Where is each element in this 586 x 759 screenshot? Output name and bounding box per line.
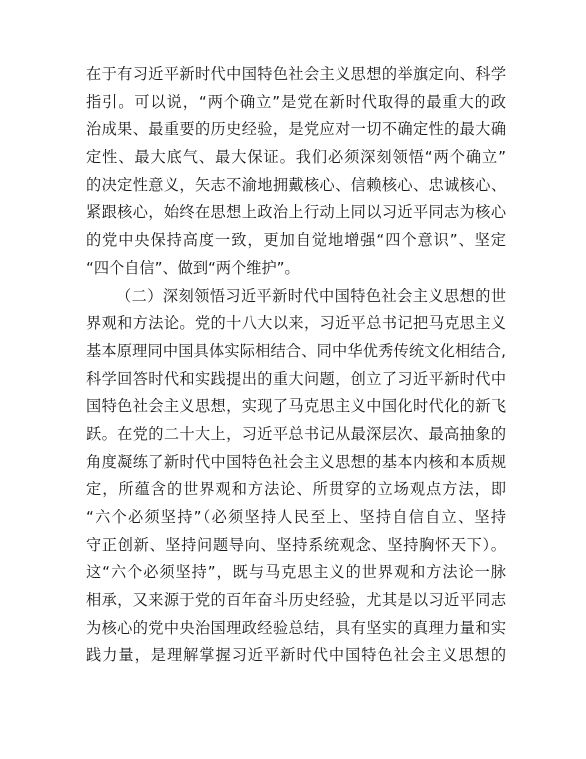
text-line: 紧跟核心，始终在思想上政治上行动上同以习近平同志为核心 [86, 203, 506, 222]
text-line: 跃。在党的二十大上，习近平总书记从最深层次、最高抽象的 [86, 424, 506, 443]
text-line: 定性、最大底气、最大保证。我们必须深刻领悟“两个确立” [86, 148, 506, 167]
text-line: 的决定性意义，矢志不渝地拥戴核心、信赖核心、忠诚核心、 [86, 175, 506, 194]
text-line: 科学回答时代和实践提出的重大问题，创立了习近平新时代中 [86, 369, 506, 388]
text-line: 相承，又来源于党的百年奋斗历史经验，尤其是以习近平同志 [86, 591, 506, 610]
text-line: “六个必须坚持”（必须坚持人民至上、坚持自信自立、坚持 [86, 508, 506, 526]
text-line: “四个自信”、做到“两个维护”。 [86, 258, 300, 277]
text-line: 基本原理同中国具体实际相结合、同中华优秀传统文化相结合, [86, 341, 506, 360]
text-line: 治成果、最重要的历史经验，是党应对一切不确定性的最大确 [86, 120, 506, 139]
text-line: 在于有习近平新时代中国特色社会主义思想的举旗定向、科学 [86, 65, 506, 83]
text-line: 定，所蕴含的世界观和方法论、所贯穿的立场观点方法，即 [86, 480, 506, 499]
text-line: 角度凝练了新时代中国特色社会主义思想的基本内核和本质规 [86, 452, 506, 471]
text-line: 守正创新、坚持问题导向、坚持系统观念、坚持胸怀天下）。 [86, 535, 506, 554]
text-line: 这“六个必须坚持”，既与马克思主义的世界观和方法论一脉 [86, 563, 506, 582]
text-line: （二）深刻领悟习近平新时代中国特色社会主义思想的世 [116, 286, 506, 305]
text-line: 为核心的党中央治国理政经验总结，具有坚实的真理力量和实 [86, 618, 506, 637]
text-line: 践力量，是理解掌握习近平新时代中国特色社会主义思想的 [86, 646, 506, 665]
text-line: 指引。可以说，“两个确立”是党在新时代取得的最重大的政 [86, 92, 506, 111]
body-text [86, 61, 506, 670]
text-line: 界观和方法论。党的十八大以来，习近平总书记把马克思主义 [86, 314, 506, 333]
text-line: 的党中央保持高度一致，更加自觉地增强“四个意识”、坚定 [86, 231, 506, 250]
text-line: 国特色社会主义思想，实现了马克思主义中国化时代化的新飞 [86, 397, 506, 416]
